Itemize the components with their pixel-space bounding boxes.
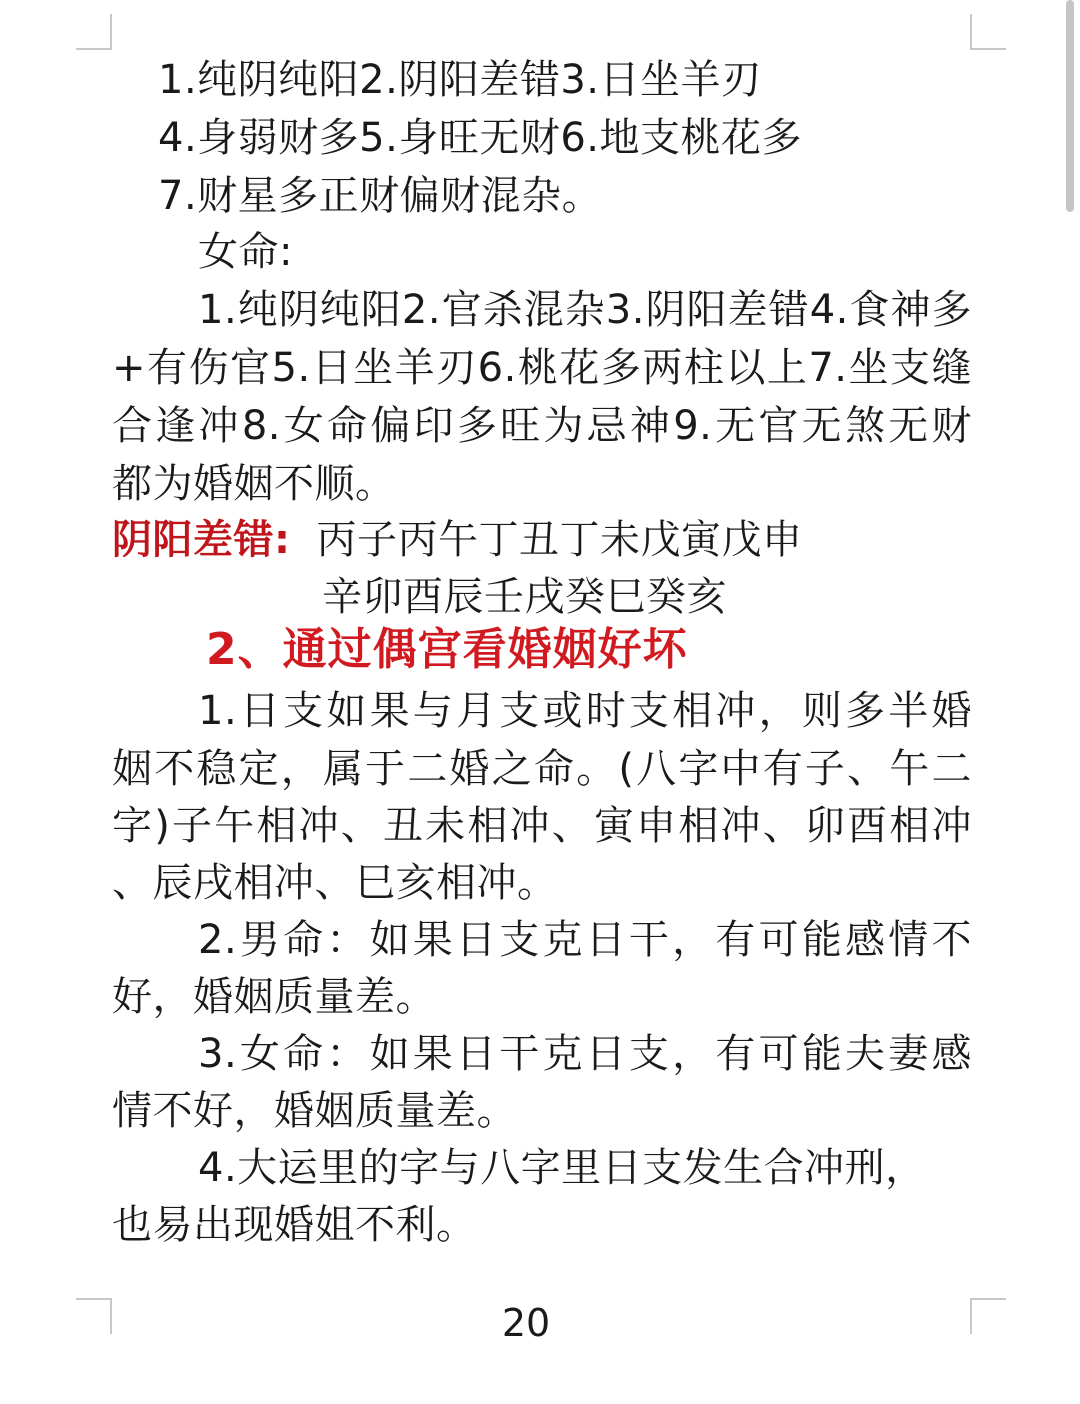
male-line-3: 7.财星多正财偏财混杂。 (158, 173, 603, 219)
yinyang-term: 阴阳差错: (112, 517, 291, 563)
yinyang-values-1: 丙子丙午丁丑丁未戊寅戊申 (316, 517, 803, 563)
item4-line-1: 4.大运里的字与八字里日支发生合冲刑， (198, 1145, 926, 1191)
item3-line-2: 情不好，婚姻质量差。 (112, 1088, 517, 1134)
item2-line-2: 好，婚姻质量差。 (112, 974, 436, 1020)
item2-line-1: 2.男命：如果日支克日干，有可能感情不 (198, 917, 972, 963)
female-line-2: +有伤官5.日坐羊刃6.桃花多两柱以上7.坐支缝 (112, 345, 972, 391)
page-corner-mark (970, 1298, 1006, 1334)
female-line-1: 1.纯阴纯阳2.官杀混杂3.阴阳差错4.食神多 (198, 287, 972, 333)
item1-line-1: 1.日支如果与月支或时支相冲，则多半婚 (198, 688, 972, 734)
item1-line-3: 字)子午相冲、丑未相冲、寅申相冲、卯酉相冲 (112, 803, 972, 849)
male-line-2: 4.身弱财多5.身旺无财6.地支桃花多 (158, 115, 802, 161)
item1-line-4: 、辰戌相冲、巳亥相冲。 (112, 860, 558, 906)
item1-line-2: 姻不稳定，属于二婚之命。(八字中有子、午二 (112, 746, 972, 792)
female-line-4: 都为婚姻不顺。 (112, 461, 396, 507)
yinyang-row (112, 511, 972, 569)
section-heading: 2、通过偶宫看婚姻好坏 (206, 624, 688, 675)
page-corner-mark (76, 14, 112, 50)
female-label: 女命: (198, 229, 293, 275)
page-corner-mark (76, 1298, 112, 1334)
item4-line-2: 也易出现婚姐不利。 (112, 1202, 477, 1248)
page-corner-mark (970, 14, 1006, 50)
item3-line-1: 3.女命：如果日干克日支，有可能夫妻感 (198, 1031, 972, 1077)
male-line-1: 1.纯阴纯阳2.阴阳差错3.日坐羊刃 (158, 57, 762, 103)
scrollbar-thumb[interactable] (1066, 0, 1074, 212)
yinyang-values-2: 辛卯酉辰壬戌癸巳癸亥 (322, 574, 727, 620)
female-line-3: 合逢冲8.女命偏印多旺为忌神9.无官无煞无财 (112, 403, 972, 449)
page-number: 20 (501, 1301, 551, 1345)
